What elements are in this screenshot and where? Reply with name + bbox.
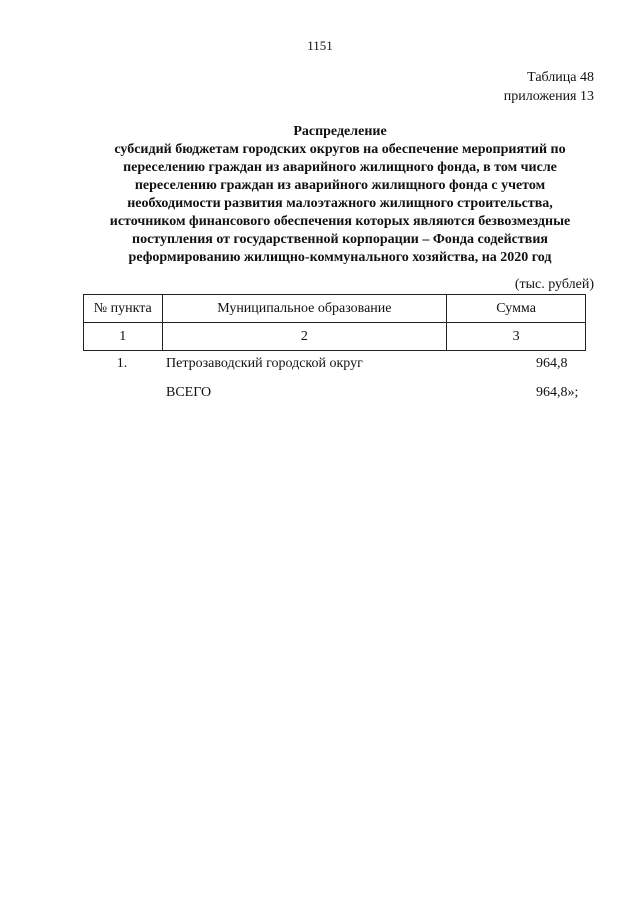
title-line-6: поступления от государственной корпорации – Фонда содействия	[132, 232, 548, 247]
table-ref-line-2: приложения 13	[503, 89, 594, 104]
title-line-7: реформированию жилищно-коммунального хозяйства, на 2020 год	[128, 250, 552, 265]
total-sum: 964,8»;	[536, 385, 579, 400]
page-number: 1151	[307, 38, 333, 53]
table-reference	[504, 68, 594, 106]
title-line-2: переселению граждан из аварийного жилищного фонда, в том числе	[123, 160, 557, 175]
table-ref-line-1: Таблица 48	[527, 70, 594, 85]
column-number-3: 3	[447, 323, 586, 351]
row-item-number: 1.	[116, 356, 128, 371]
title-line-4: необходимости развития малоэтажного жилищного строительства,	[127, 196, 553, 211]
document-title	[60, 123, 620, 267]
total-label: ВСЕГО	[166, 385, 212, 400]
title-line-5: источником финансового обеспечения которых являются безвозмездные	[109, 214, 571, 229]
title-heading: Распределение	[293, 124, 387, 139]
header-row	[84, 295, 586, 323]
row-municipality: Петрозаводский городской округ	[166, 356, 363, 371]
header-sum: Сумма	[447, 295, 586, 323]
column-number-2: 2	[162, 323, 447, 351]
header-municipality: Муниципальное образование	[162, 295, 447, 323]
column-number-1: 1	[84, 323, 163, 351]
distribution-table-header	[83, 294, 586, 351]
row-sum: 964,8	[536, 356, 568, 371]
title-line-3: переселению граждан из аварийного жилищного фонда с учетом	[134, 178, 546, 193]
header-item-number: № пункта	[84, 295, 163, 323]
column-number-row	[84, 323, 586, 351]
title-line-1: субсидий бюджетам городских округов на обеспечение мероприятий по	[114, 142, 566, 157]
units-label: (тыс. рублей)	[514, 277, 594, 292]
